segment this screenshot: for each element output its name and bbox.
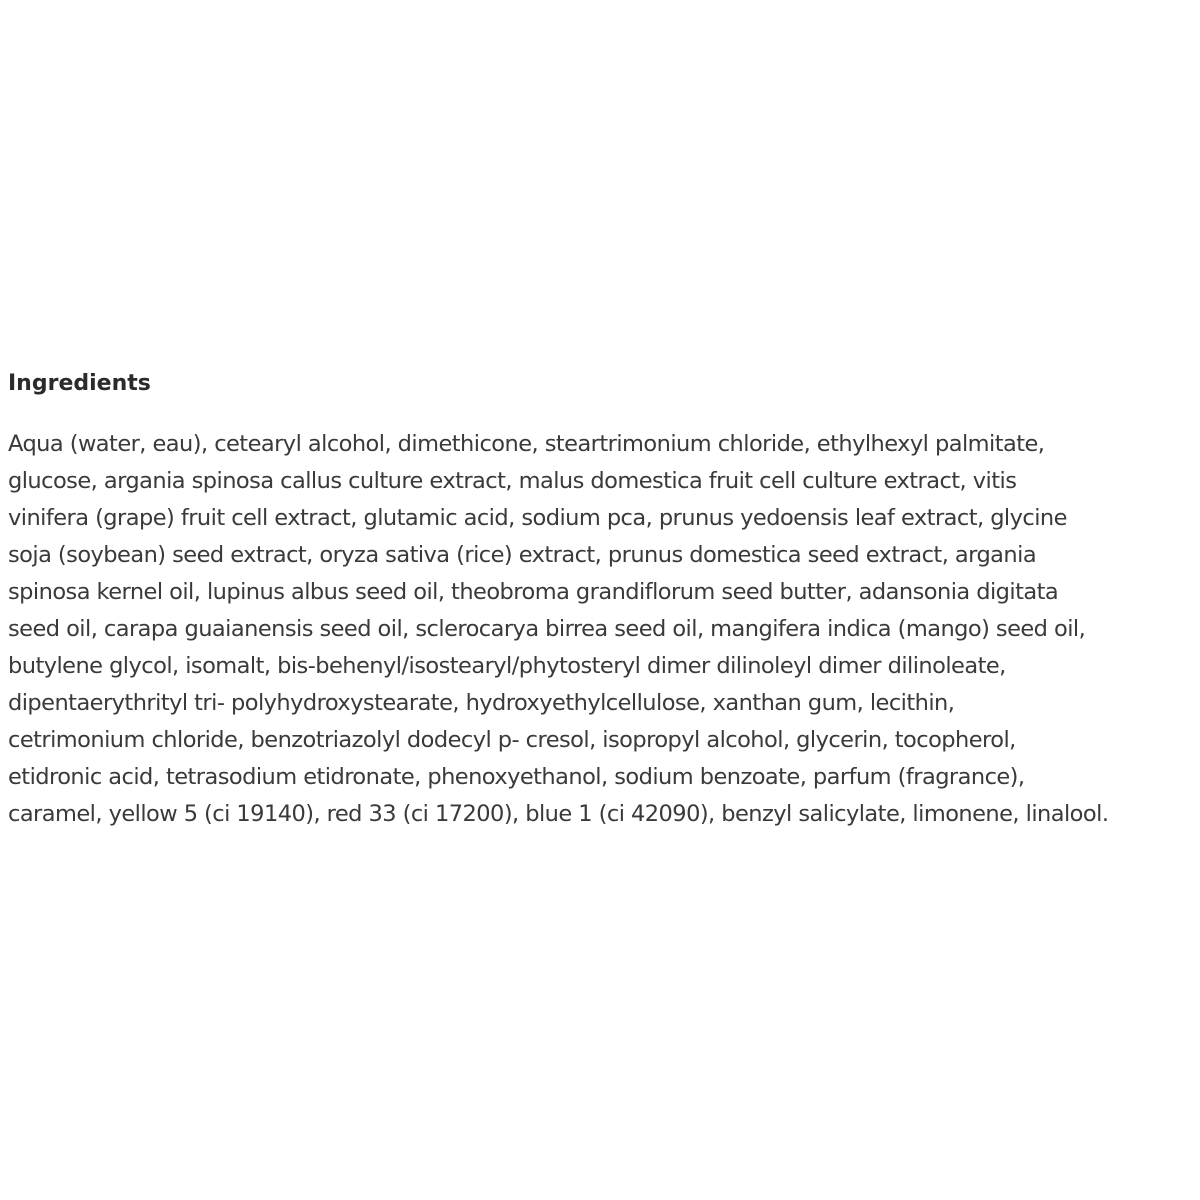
- ingredients-line: dipentaerythrityl tri- polyhydroxystearate, hydroxyethylcellulose, xanthan gum, lecithin,: [8, 690, 955, 716]
- ingredients-line: etidronic acid, tetrasodium etidronate, phenoxyethanol, sodium benzoate, parfum (fragrance),: [8, 764, 1025, 790]
- ingredients-line: caramel, yellow 5 (ci 19140), red 33 (ci 17200), blue 1 (ci 42090), benzyl salicylate, limonene, linalool.: [8, 801, 1109, 827]
- ingredients-line: seed oil, carapa guaianensis seed oil, sclerocarya birrea seed oil, mangifera indica (mango) seed oil,: [8, 616, 1086, 642]
- ingredients-line: butylene glycol, isomalt, bis-behenyl/isostearyl/phytosteryl dimer dilinoleyl dimer dilinoleate,: [8, 653, 1006, 679]
- ingredients-line: Aqua (water, eau), cetearyl alcohol, dimethicone, steartrimonium chloride, ethylhexyl palmitate,: [8, 431, 1045, 457]
- ingredients-section: [8, 366, 1194, 833]
- ingredients-line: vinifera (grape) fruit cell extract, glutamic acid, sodium pca, prunus yedoensis leaf extract, glycine: [8, 505, 1067, 531]
- ingredients-line: glucose, argania spinosa callus culture extract, malus domestica fruit cell culture extract, vitis: [8, 468, 1017, 494]
- ingredients-line: cetrimonium chloride, benzotriazolyl dodecyl p- cresol, isopropyl alcohol, glycerin, tocopherol,: [8, 727, 1016, 753]
- ingredients-text: [8, 426, 1194, 833]
- ingredients-line: soja (soybean) seed extract, oryza sativa (rice) extract, prunus domestica seed extract, argania: [8, 542, 1037, 568]
- ingredients-line: spinosa kernel oil, lupinus albus seed oil, theobroma grandiflorum seed butter, adansonia digitata: [8, 579, 1059, 605]
- ingredients-heading: Ingredients: [8, 371, 151, 396]
